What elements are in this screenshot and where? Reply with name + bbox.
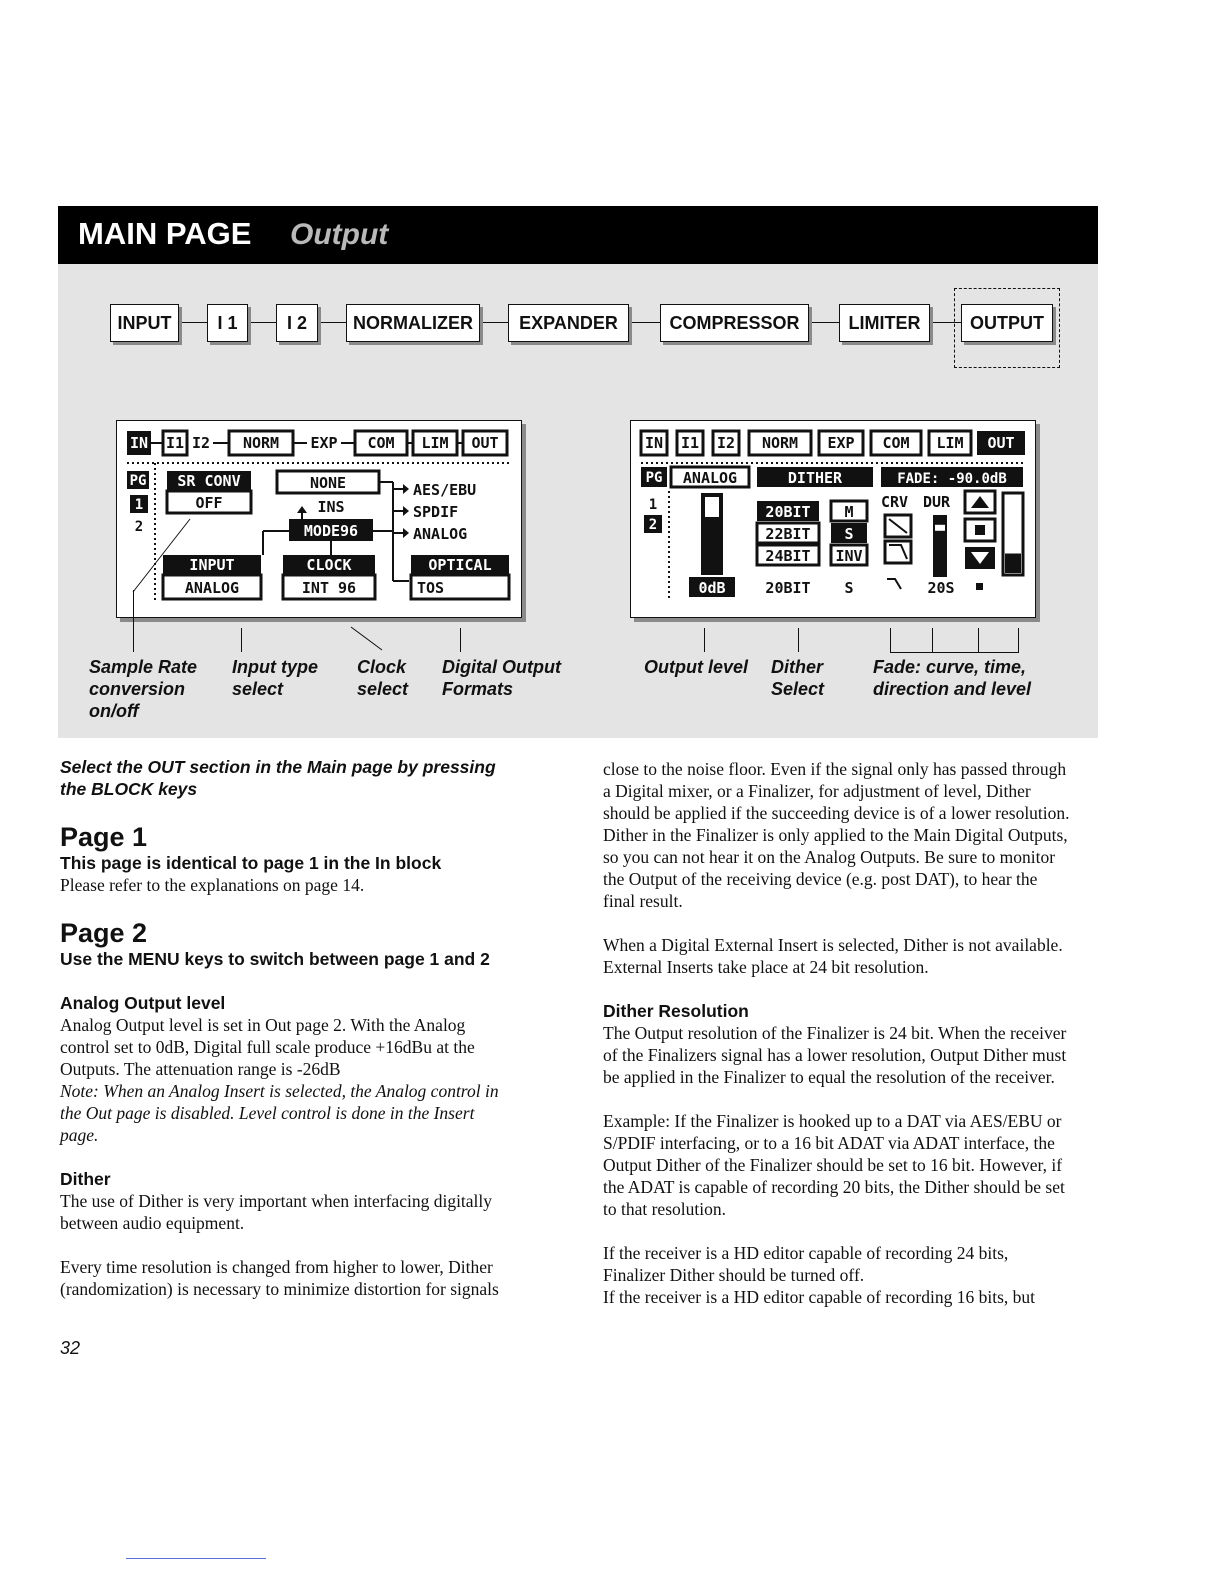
diagram-panel — [58, 264, 1098, 738]
lcd-ms-option: M — [844, 503, 854, 521]
lcd-dur-value: 20S — [927, 579, 955, 597]
leader-line — [1018, 628, 1019, 652]
fade-duration-slider-track — [933, 515, 947, 577]
paragraph: Example: If the Finalizer is hooked up to a DAT via AES/EBU or S/PDIF interfacing, or to a 16 bit ADAT via ADAT interface, the Output Dither of the Finalizer should be set to 16 bit. However, if the ADAT is capable of recording 20 bits, the Dither should be set to that resolution. — [603, 1111, 1065, 1219]
lcd-mode-ins: INS — [317, 498, 345, 516]
block-insert-1[interactable]: I 1 — [207, 304, 248, 342]
paragraph: Please refer to the explanations on page 14. — [60, 875, 365, 895]
leader-line — [241, 628, 242, 652]
lcd-dur-label: DUR — [923, 493, 951, 511]
lcd-mode-96: MODE96 — [303, 522, 359, 540]
lcd-tab: NORM — [761, 434, 799, 452]
leader-line — [932, 628, 933, 652]
lcd-tab: COM — [367, 434, 395, 452]
title-bar — [58, 206, 1098, 264]
chain-line — [480, 322, 508, 323]
lcd-output-analog: ANALOG — [413, 525, 468, 543]
lcd-screen-page2 — [630, 420, 1036, 618]
lcd-tab: LIM — [936, 434, 964, 452]
leader-bracket — [890, 652, 1019, 653]
lcd-pg-label: PG — [645, 470, 663, 486]
caption-output-level: Output level — [644, 657, 749, 677]
lcd-bit-option: 22BIT — [765, 525, 811, 543]
heading-dither-resolution: Dither Resolution — [603, 1001, 749, 1021]
chain-line — [179, 322, 207, 323]
heading-dither: Dither — [60, 1169, 111, 1189]
lcd-pg-label: PG — [129, 473, 147, 489]
caption-dither-select: Dither Select — [771, 657, 825, 699]
caption-digital-output: Digital Output Formats — [442, 657, 561, 699]
lcd-input-label: INPUT — [189, 556, 235, 574]
chain-line — [248, 322, 276, 323]
lcd-crv-label: CRV — [881, 493, 909, 511]
heading-analog-output-level: Analog Output level — [60, 993, 226, 1013]
caption-sample-rate: Sample Rate conversion on/off — [89, 657, 198, 721]
lcd-tab: I1 — [165, 434, 185, 452]
lcd-tab: IN — [644, 434, 664, 452]
leader-line-diagonal — [130, 516, 194, 596]
lcd-page-2: 2 — [648, 517, 658, 533]
lcd-tab: OUT — [987, 434, 1015, 452]
lcd-fade-header: FADE: -90.0dB — [897, 471, 1007, 487]
caption-fade: Fade: curve, time, direction and level — [873, 657, 1032, 699]
lcd-output-aes: AES/EBU — [413, 481, 477, 499]
lcd-optical-label: OPTICAL — [428, 556, 492, 574]
paragraph: Analog Output level is set in Out page 2. With the Analog control set to 0dB, Digital full scale produce +16dBu at the Outputs. The attenuation range is -26dB — [60, 1015, 475, 1079]
fade-direction-value-icon — [976, 583, 983, 590]
lcd-tab: IN — [129, 434, 149, 452]
lcd-bit-option: 24BIT — [765, 547, 811, 565]
chain-line — [318, 322, 346, 323]
leader-line-diagonal — [350, 626, 384, 652]
subheading-page-1: This page is identical to page 1 in the In block — [60, 853, 442, 873]
lcd-sr-conv-label: SR CONV — [177, 472, 241, 490]
paragraph: If the receiver is a HD editor capable of recording 24 bits, Finalizer Dither should be turned off. If the receiver is a HD editor capable of recording 16 bits, but — [603, 1243, 1035, 1307]
paragraph: The use of Dither is very important when interfacing digitally between audio equipment. — [60, 1191, 493, 1233]
block-insert-2[interactable]: I 2 — [276, 304, 318, 342]
lcd-ms-option: INV — [835, 547, 863, 565]
chain-line — [629, 322, 660, 323]
leader-line — [704, 628, 705, 652]
caption-input-type: Input type select — [232, 657, 318, 699]
block-input[interactable]: INPUT — [110, 304, 179, 342]
left-text-column — [60, 756, 540, 1300]
lead-instruction: Select the OUT section in the Main page by pressing the BLOCK keys — [60, 757, 496, 799]
block-expander[interactable]: EXPANDER — [508, 304, 629, 342]
block-limiter[interactable]: LIMITER — [839, 304, 930, 342]
lcd-tab: OUT — [471, 434, 499, 452]
block-compressor[interactable]: COMPRESSOR — [660, 304, 809, 342]
lcd-tab: I2 — [716, 434, 736, 452]
footer-rule — [126, 1558, 266, 1559]
paragraph: When a Digital External Insert is selected, Dither is not available. External Inserts take place at 24 bit resolution. — [603, 935, 1063, 977]
paragraph: The Output resolution of the Finalizer is 24 bit. When the receiver of the Finalizers signal has a lower resolution, Output Dither must be applied in the Finalizer to equal the resolution of the receiver. — [603, 1023, 1067, 1087]
page-number: 32 — [60, 1338, 81, 1358]
lcd-sr-conv-value: OFF — [195, 494, 223, 512]
note: Note: When an Analog Insert is selected, the Analog control in the Out page is disabled. Level control is done in the Insert page. — [60, 1081, 499, 1145]
block-output[interactable]: OUTPUT — [961, 304, 1053, 342]
leader-line — [798, 628, 799, 652]
lcd-page-1: 1 — [648, 497, 658, 513]
fade-level-fill — [1005, 554, 1021, 574]
lcd-clock-label: CLOCK — [306, 556, 352, 574]
lcd-input-value: ANALOG — [184, 579, 240, 597]
caption-clock-select: Clock select — [357, 657, 409, 699]
lcd-output-spdif: SPDIF — [413, 503, 459, 521]
lcd-ms-value: S — [844, 579, 854, 597]
lcd-optical-value: TOS — [417, 579, 445, 597]
lcd-mode-none: NONE — [309, 474, 347, 492]
leader-line — [460, 628, 461, 652]
lcd-tab: EXP — [827, 434, 855, 452]
lcd-tab: EXP — [310, 434, 338, 452]
lcd-tab: NORM — [242, 434, 280, 452]
fade-curve-selected-icon — [887, 579, 901, 589]
lcd-tab: LIM — [421, 434, 449, 452]
paragraph: Every time resolution is changed from higher to lower, Dither (randomization) is necessary to minimize distortion for signals — [60, 1257, 499, 1299]
lcd-ms-option: S — [844, 525, 854, 543]
leader-line — [133, 590, 134, 652]
lcd-level-value: 0dB — [698, 579, 726, 597]
page-subtitle: Output — [290, 218, 389, 251]
page-title: MAIN PAGE — [78, 216, 252, 251]
fade-duration-slider-knob — [935, 525, 945, 531]
subheading-page-2: Use the MENU keys to switch between page 1 and 2 — [60, 949, 490, 969]
lcd-tab: I2 — [191, 434, 211, 452]
lcd-bit-option: 20BIT — [765, 503, 811, 521]
lcd-page-2: 2 — [134, 519, 144, 535]
lcd-page-1: 1 — [134, 497, 144, 513]
heading-page-2: Page 2 — [60, 918, 148, 948]
lcd-tab: I1 — [680, 434, 700, 452]
lcd-clock-value: INT 96 — [301, 579, 357, 597]
lcd-dither-header: DITHER — [787, 469, 843, 487]
chain-line — [809, 322, 839, 323]
output-level-slider-knob — [705, 497, 719, 517]
block-normalizer[interactable]: NORMALIZER — [346, 304, 480, 342]
leader-line — [978, 628, 979, 652]
lcd-tab: COM — [882, 434, 910, 452]
heading-page-1: Page 1 — [60, 822, 148, 852]
right-text-column — [603, 758, 1103, 1308]
lcd-dither-value: 20BIT — [765, 579, 811, 597]
leader-line — [890, 628, 891, 652]
paragraph: close to the noise floor. Even if the signal only has passed through a Digital mixer, or a Finalizer, for adjustment of level, Dither should be applied if the succeeding device is of a lower resolution. Dither in the Finalizer is only applied to the Main Digital Outputs, so you can not hear it on the Analog Outputs. Be sure to monitor the Output of the receiving device (e.g. post DAT), to hear the final result. — [603, 759, 1070, 911]
lcd-analog-header: ANALOG — [682, 469, 738, 487]
